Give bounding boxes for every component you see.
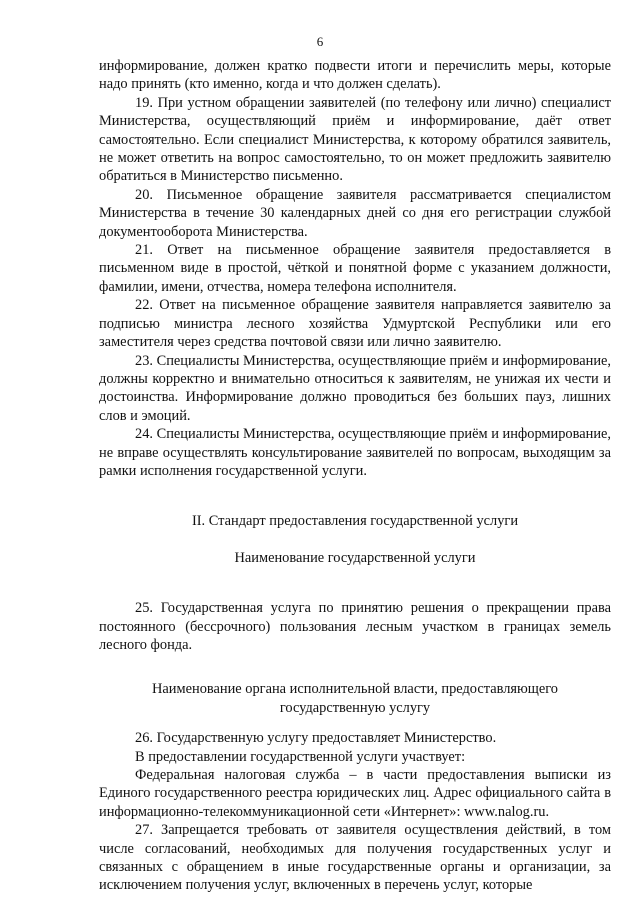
paragraph-23: 23. Специалисты Министерства, осуществляющие приём и информирование, должны корректно и внимательно относиться к заявителям, не унижая их чести и достоинства. Информирование должно проводиться без больших пауз, лишних слов и эмоций.: [99, 352, 611, 424]
subsection-heading-service-name: Наименование государственной услуги: [234, 549, 476, 566]
paragraph-25: 25. Государственная услуга по принятию решения о прекращении права постоянного (бессрочного) пользования лесным участком в границах земель лесного фонда.: [99, 600, 611, 653]
paragraph-continuation: информирование, должен кратко подвести итоги и перечислить меры, которые надо принять (кто именно, когда и что должен сделать).: [99, 58, 611, 93]
subsection-heading-authority: [99, 680, 611, 717]
section-heading: II. Стандарт предоставления государственной услуги: [191, 513, 519, 530]
page-number: 6: [316, 34, 324, 49]
paragraph-21: 21. Ответ на письменное обращение заявителя предоставляется в письменном виде в простой, чёткой и понятной форме с указанием должности, фамилии, имени, отчества, номера телефона исполнителя.: [99, 242, 611, 295]
paragraph-26: 26. Государственную услугу предоставляет Министерство.: [135, 730, 497, 747]
paragraph-22: 22. Ответ на письменное обращение заявителя направляется заявителю за подписью министра лесного хозяйства Удмуртской Республики или его заместителя через средства почтовой связи или лично заявителю.: [99, 297, 611, 351]
paragraph-20: 20. Письменное обращение заявителя рассматривается специалистом Министерства в течение 30 календарных дней со дня его регистрации службой документооборота Министерства.: [99, 186, 611, 240]
paragraph-24: 24. Специалисты Министерства, осуществляющие приём и информирование, не вправе осуществлять консультирование заявителей по вопросам, выходящим за рамки исполнения государственной услуги.: [99, 426, 611, 479]
subsection-heading-authority-line2: государственную услугу: [279, 699, 431, 716]
paragraph-19: 19. При устном обращении заявителей (по телефону или лично) специалист Министерства, осуществляющий приём и информирование, даёт ответ самостоятельно. Если специалист Министерства, к которому обратился заявитель, не может ответить на вопрос самостоятельно, то он может предложить заявителю обратиться в Министерство письменно.: [99, 94, 611, 185]
subsection-heading-authority-line1: Наименование органа исполнительной власти, предоставляющего: [152, 681, 558, 698]
document-body: [99, 57, 611, 895]
paragraph-27: 27. Запрещается требовать от заявителя осуществления действий, в том числе согласований, необходимых для получения государственных услуг и связанных с обращением в иные государственные органы и организации, за исключением получения услуг, включенных в перечень услуг, которые: [99, 822, 611, 894]
paragraph-26-tax-service: Федеральная налоговая служба – в части предоставления выписки из Единого государственного реестра юридических лиц. Адрес официального сайта в информационно-телекоммуникационной сети «Интернет»: www.nalog.ru.: [99, 767, 611, 820]
paragraph-26-participants: В предоставлении государственной услуги участвует:: [135, 748, 466, 765]
